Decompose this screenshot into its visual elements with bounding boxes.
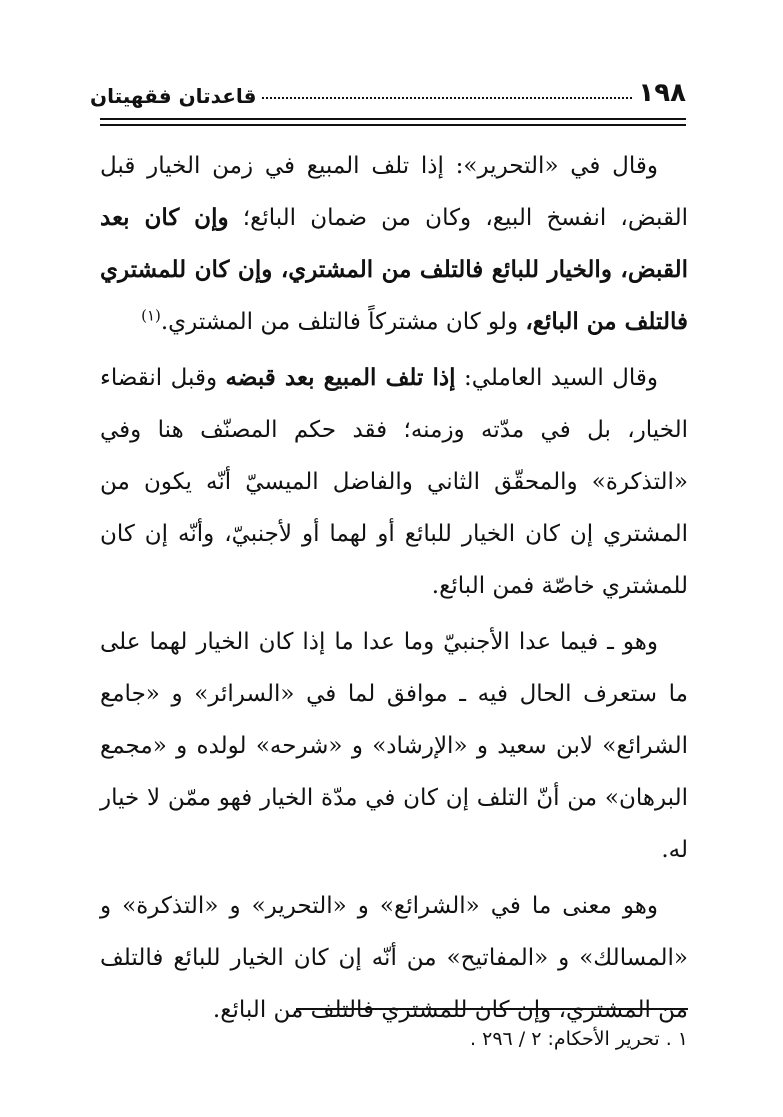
footnote-1: ١ . تحرير الأحكام: ٢ / ٢٩٦ . [470, 1028, 688, 1050]
paragraph-2 [100, 352, 688, 612]
header-leader-dots [262, 97, 632, 99]
paragraph-3: وهو ـ فيما عدا الأجنبيّ وما عدا ما إذا كان الخيار لهما على ما ستعرف الحال فيه ـ موافق لما في «السرائر» و «جامع الشرائع» لابن سعيد و «الإرشاد» و «شرحه» لولده و «مجمع البرهان» من أنّ التلف إن كان في مدّة الخيار فهو ممّن لا خيار له. [100, 629, 689, 863]
running-title: قاعدتان فقهيتان [90, 84, 257, 108]
main-text [100, 140, 688, 1036]
paragraph-4: وهو معنى ما في «الشرائع» و «التحرير» و «التذكرة» و «المسالك» و «المفاتيح» من أنّه إن كان الخيار للبائع فالتلف من المشتري، وإن كان للمشتري فالتلف من البائع. [100, 893, 688, 1023]
paragraph-1-part-a: وقال في «التحرير»: إذا تلف المبيع في زمن الخيار قبل القبض، انفسخ البيع، وكان من ضمان البائع؛ [100, 153, 688, 231]
footnote-separator [296, 1008, 688, 1010]
paragraph-1-part-c: ولو كان مشتركاً فالتلف من المشتري. [160, 309, 526, 335]
paragraph-2-bold-quote: إذا تلف المبيع بعد قبضه [225, 364, 456, 391]
paragraph-1-bold-quote: وإن كان بعد القبض، والخيار للبائع فالتلف من المشتري، وإن كان للمشتري فالتلف من البائع، [100, 204, 688, 335]
header-rule-top [100, 118, 686, 120]
header-rule-bottom [100, 124, 686, 126]
page-number: ١٩٨ [638, 78, 686, 108]
paragraph-1 [100, 140, 688, 348]
paragraph-2-part-a: وقال السيد العاملي: [455, 365, 658, 391]
footnotes [100, 1024, 688, 1054]
paragraph-2-part-c: وقبل انقضاء الخيار، بل في مدّته وزمنه؛ فقد حكم المصنّف هنا وفي «التذكرة» والمحقّق الثاني والفاضل الميسيّ أنّه يكون من المشتري إن كان الخيار للبائع أو لهما أو لأجنبيّ، وأنّه إن كان للمشتري خاصّة فمن البائع. [100, 365, 688, 599]
footnote-reference[interactable]: (١) [141, 306, 161, 325]
page-header [90, 64, 686, 108]
